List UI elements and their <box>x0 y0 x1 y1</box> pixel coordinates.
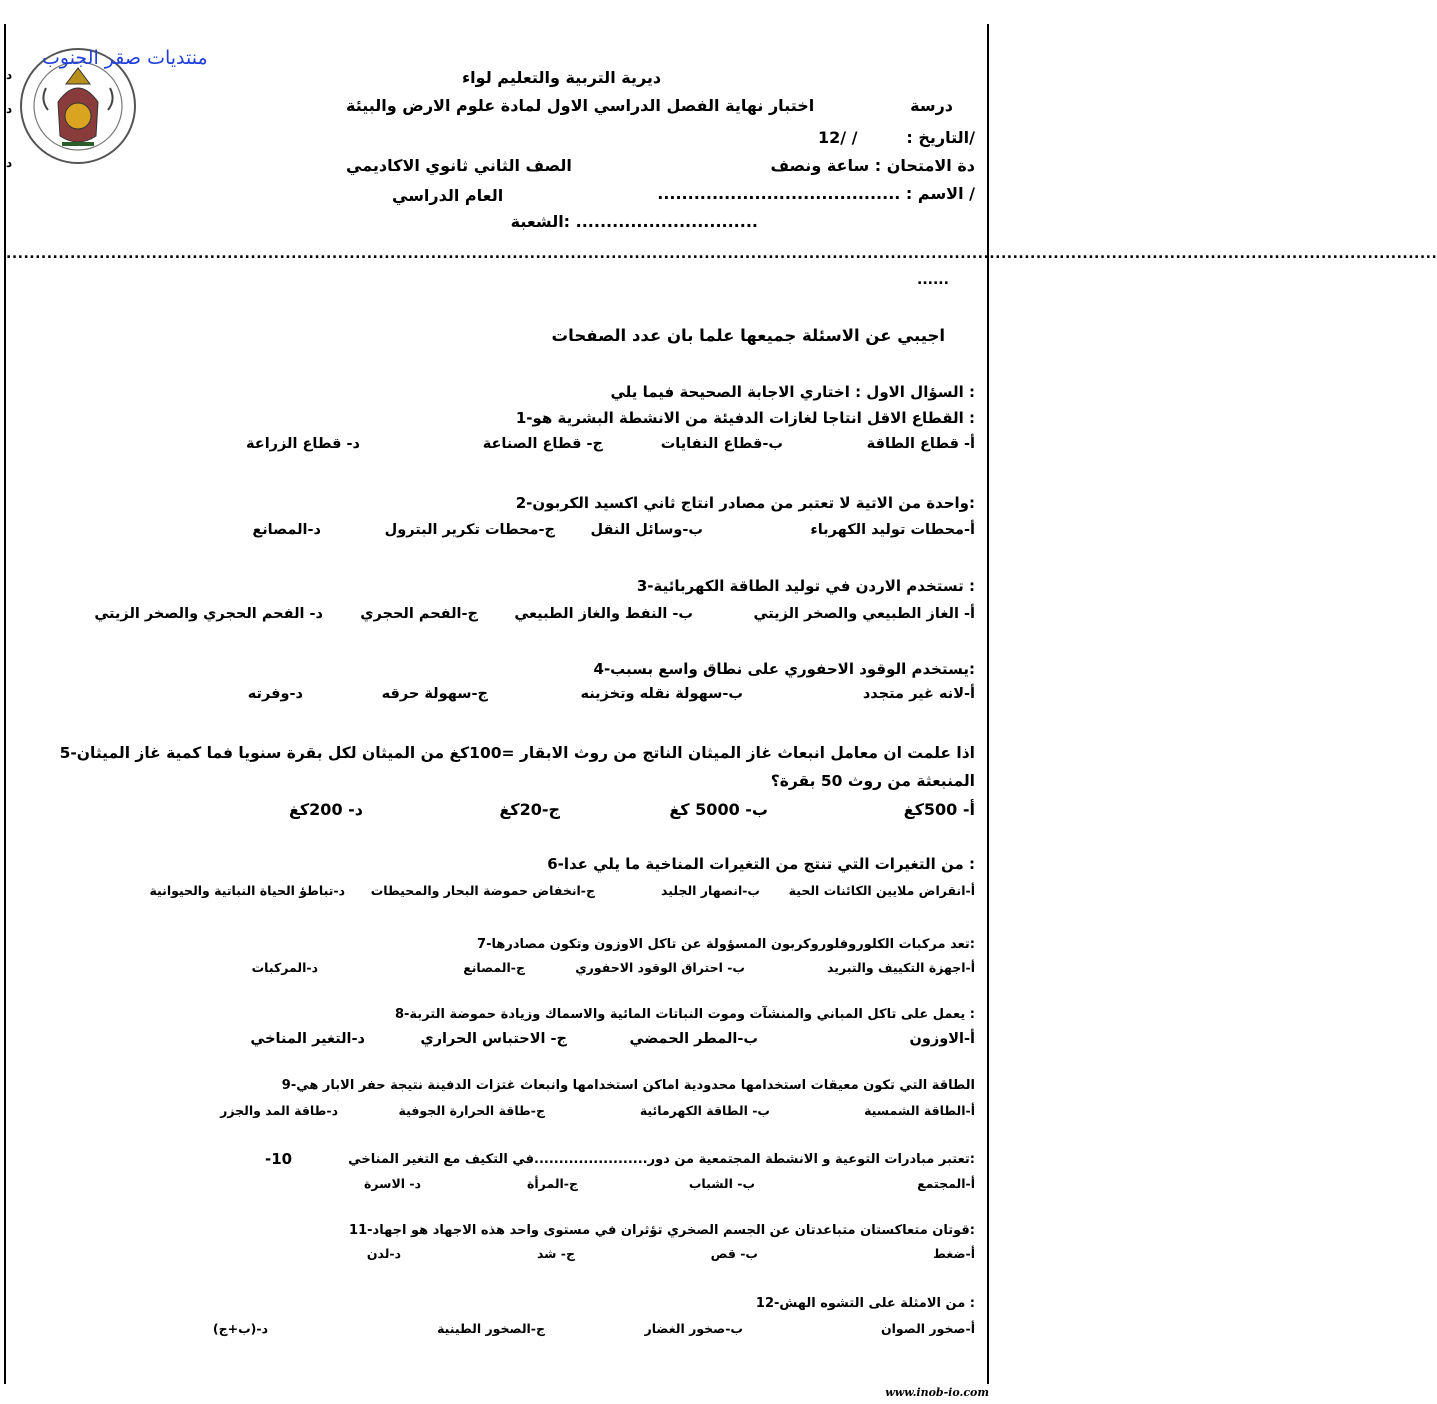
option: د-تباطؤ الحياة النباتية والحيوانية <box>149 883 345 898</box>
question-stem: :واحدة من الاتية لا تعتبر من مصادر انتاج ثاني اكسيد الكربون-2 <box>515 494 975 512</box>
option: أ-الاوزون <box>909 1031 975 1047</box>
question-stem: : القطاع الاقل انتاجا لغازات الدفيئة من الانشطة البشرية هو-1 <box>515 409 975 427</box>
option: ج- الاحتباس الحراري <box>420 1031 567 1047</box>
option: ب- قص <box>710 1246 758 1261</box>
option: د-المركبات <box>251 960 318 975</box>
option: ج-المرأة <box>527 1176 578 1191</box>
question-stem: : تستخدم الاردن في توليد الطاقة الكهربائية-3 <box>636 577 975 595</box>
separator-dots: ...................................................................................................................................................................................................................................................... <box>6 246 1437 262</box>
school-label: درسة <box>910 96 953 115</box>
option: أ- 500كغ <box>903 800 975 819</box>
option: ب-قطاع النفايات <box>660 436 783 452</box>
question-number: -10 <box>265 1150 293 1168</box>
date-label: /التاريخ : <box>906 128 975 147</box>
option: ب-وسائل النقل <box>590 522 703 538</box>
option: ج-20كغ <box>499 800 560 819</box>
option: ب- احتراق الوقود الاحفوري <box>575 960 745 975</box>
student-name-field: / الاسم : ........................................ <box>657 184 975 203</box>
option: أ- قطاع الطاقة <box>866 436 975 452</box>
option: أ-الطاقة الشمسية <box>864 1103 975 1118</box>
option: د-وفرته <box>247 686 303 702</box>
option: ب-صخور الغضار <box>644 1321 743 1336</box>
page-frame <box>4 24 1437 1384</box>
directorate-line: ديرية التربية والتعليم لواء <box>462 68 662 87</box>
option: ج-انخفاض حموضة البحار والمحيطات <box>370 883 595 898</box>
separator-dots-short: ...... <box>917 272 949 288</box>
option: ج-الصخور الطينية <box>437 1321 545 1336</box>
date-value: 12/ / <box>818 128 858 147</box>
option: أ-المجتمع <box>917 1176 975 1191</box>
option: أ-انقراض ملايين الكائنات الحية <box>788 883 975 898</box>
forum-watermark: منتديات صقر الجنوب <box>42 47 208 69</box>
section-title: : السؤال الاول : اختاري الاجابة الصحيحة فيما يلي <box>610 383 975 401</box>
edge-mark: د <box>6 102 13 116</box>
option: أ-محطات توليد الكهرباء <box>810 522 975 538</box>
exam-duration: دة الامتحان : ساعة ونصف <box>770 156 975 175</box>
question-stem: :تعتبر مبادرات التوعية و الانشطة المجتمعية من دور.......................في التكيف مع التغير المناخي <box>348 1152 975 1167</box>
option: د- 200كغ <box>288 800 363 819</box>
footer-url: www.inob-io.com <box>885 1386 989 1399</box>
option: ب- 5000 كغ <box>669 800 768 819</box>
question-stem: :يستخدم الوقود الاحفوري على نطاق واسع بسبب-4 <box>593 660 975 678</box>
option: ج-سهولة حرقه <box>381 686 488 702</box>
question-stem: الطاقة التي تكون معيقات استخدامها محدودية اماكن استخدامها وانبعاث غتزات الدفينة نتيجة حفر الابار هي-9 <box>281 1078 975 1093</box>
grade-label: الصف الثاني ثانوي الاكاديمي <box>346 156 572 175</box>
edge-mark: د <box>6 156 13 170</box>
option: ج-محطات تكرير البترول <box>384 522 555 538</box>
option: ج-طاقة الحرارة الجوفية <box>398 1103 545 1118</box>
option: ج- قطاع الصناعة <box>482 436 603 452</box>
option: ب- النفط والغاز الطبيعي <box>514 606 693 622</box>
section-field: .............................. :الشعبة <box>510 212 758 231</box>
question-stem: :قوتان متعاكستان متباعدتان عن الجسم الصخري تؤثران في مستوى واحد هذه الاجهاد هو اجهاد-11 <box>349 1223 975 1238</box>
question-stem: : من الامثلة على التشوه الهش-12 <box>755 1296 975 1311</box>
option: أ-صخور الصوان <box>880 1321 975 1336</box>
question-stem: :تعد مركبات الكلوروفلوروكربون المسؤولة عن تاكل الاوزون وتكون مصادرها-7 <box>477 937 975 952</box>
option: ج-المصانع <box>463 960 525 975</box>
question-stem: اذا علمت ان معامل انبعاث غاز الميثان الناتج من روث الابقار =100كغ من الميثان لكل بقرة سنويا فما كمية غاز الميثان-5 <box>59 744 975 762</box>
option: د-التغير المناخي <box>250 1031 365 1047</box>
option: د-(ب+ج) <box>212 1321 268 1336</box>
academic-year-label: العام الدراسي <box>392 186 504 205</box>
option: ب-انصهار الجليد <box>661 883 760 898</box>
option: أ-اجهزة التكييف والتبريد <box>827 960 975 975</box>
option: د- الفحم الحجري والصخر الزيتي <box>94 606 323 622</box>
edge-mark: د <box>6 68 13 82</box>
option: ج-الفحم الحجري <box>360 606 478 622</box>
option: أ-لانه غير متجدد <box>862 686 975 702</box>
option: أ-ضغط <box>933 1246 975 1261</box>
question-stem-continued: المنبعثة من روث 50 بقرة؟ <box>770 772 975 790</box>
question-stem: : يعمل على تاكل المباني والمنشآت وموت النباتات المائية والاسماك وزيادة حموضة التربة-8 <box>394 1007 975 1022</box>
option: ب- الطاقة الكهرمائية <box>639 1103 770 1118</box>
option: ج- شد <box>536 1246 575 1261</box>
option: ب-المطر الحمضي <box>629 1031 758 1047</box>
option: أ- الغاز الطبيعي والصخر الزيتي <box>753 606 975 622</box>
exam-title: اختبار نهاية الفصل الدراسي الاول لمادة علوم الارض والبيئة <box>346 96 815 115</box>
option: د- قطاع الزراعة <box>246 436 360 452</box>
option: د-المصانع <box>252 522 321 538</box>
option: د-لدن <box>366 1246 401 1261</box>
instruction: اجيبي عن الاسئلة جميعها علما بان عدد الصفحات <box>551 326 945 345</box>
option: ب-سهولة نقله وتخزينه <box>580 686 743 702</box>
option: د- الاسرة <box>364 1176 421 1191</box>
option: ب- الشباب <box>688 1176 755 1191</box>
question-stem: : من التغيرات التي تنتج من التغيرات المناخية ما يلي عدا-6 <box>547 855 975 873</box>
option: د-طاقة المد والجزر <box>220 1103 338 1118</box>
